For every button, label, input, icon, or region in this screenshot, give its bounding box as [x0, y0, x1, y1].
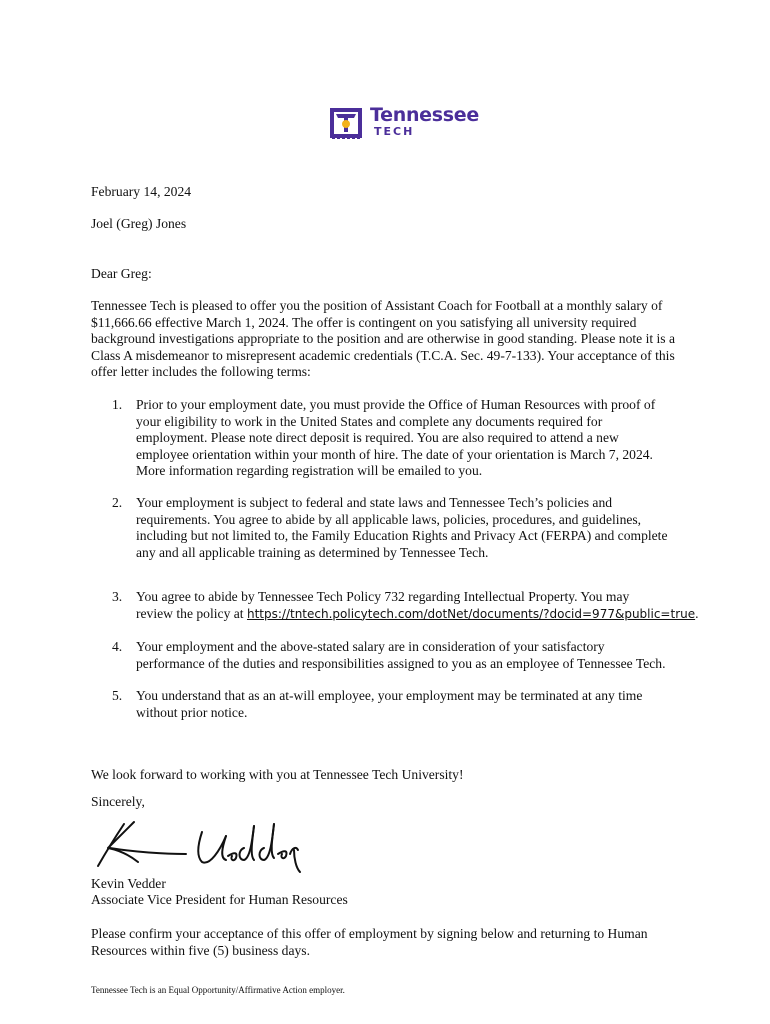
- term-line: performance of the duties and responsibilities assigned to you as an employee of Tennessee Tech.: [136, 655, 666, 671]
- term-line: employee orientation within your month of hire. The date of your orientation is March 7, 2024.: [136, 446, 653, 462]
- policy-732-link[interactable]: https://tntech.policytech.com/dotNet/documents/?docid=977&public=true: [246, 606, 696, 621]
- term-line: without prior notice.: [136, 704, 248, 720]
- tennessee-tech-logo: [328, 106, 478, 146]
- term-line: Prior to your employment date, you must provide the Office of Human Resources with proof of: [136, 397, 656, 412]
- term-number: 4.: [112, 639, 123, 654]
- logo-wordmark-tennessee: Tennessee: [370, 104, 479, 126]
- term-number: 5.: [112, 688, 123, 703]
- link-suffix: .: [695, 605, 699, 621]
- link-prefix: review the policy at: [136, 605, 247, 621]
- equal-opportunity-footer: Tennessee Tech is an Equal Opportunity/Affirmative Action employer.: [91, 985, 345, 995]
- logo-wordmark-tech: TECH: [374, 125, 415, 138]
- letter-date: February 14, 2024: [91, 184, 192, 199]
- term-line: More information regarding registration will be emailed to you.: [136, 463, 483, 479]
- term-line: including but not limited to, the Family Education Rights and Privacy Act (FERPA) and complete: [136, 528, 668, 544]
- term-line: employment. Please note direct deposit is required. You are also required to attend a new: [136, 430, 619, 446]
- intro-paragraph: [91, 298, 691, 381]
- intro-line: Tennessee Tech is pleased to offer you the position of Assistant Coach for Football at a monthly salary of: [91, 298, 663, 313]
- signer-name: Kevin Vedder: [91, 876, 166, 891]
- intro-line: Class A misdemeanor to misrepresent academic credentials (T.C.A. Sec. 49-7-133). Your acceptance of this: [91, 347, 675, 363]
- term-line: requirements. You agree to abide by all applicable laws, policies, procedures, and guidelines,: [136, 511, 642, 527]
- term-line: your eligibility to work in the United States and complete any documents required for: [136, 413, 603, 429]
- term-line: You understand that as an at-will employee, your employment may be terminated at any time: [136, 688, 643, 703]
- term-number: 1.: [112, 397, 123, 412]
- intro-line: offer letter includes the following terms:: [91, 364, 311, 380]
- intro-line: background investigations appropriate to the position and are otherwise in good standing. Please note it is a: [91, 331, 676, 347]
- term-line: Your employment and the above-stated salary are in consideration of your satisfactory: [136, 639, 605, 654]
- recipient-name: Joel (Greg) Jones: [91, 216, 187, 231]
- tennessee-tech-emblem-icon: [328, 106, 364, 142]
- term-line: You agree to abide by Tennessee Tech Policy 732 regarding Intellectual Property. You may: [136, 589, 630, 604]
- term-line: any and all applicable training as determined by Tennessee Tech.: [136, 544, 489, 560]
- term-number: 3.: [112, 589, 123, 604]
- intro-line: $11,666.66 effective March 1, 2024. The offer is contingent on you satisfying all university required: [91, 314, 637, 330]
- sign-off: Sincerely,: [91, 794, 145, 809]
- confirm-line: Resources within five (5) business days.: [91, 942, 310, 958]
- term-number: 2.: [112, 495, 123, 510]
- signer-title: Associate Vice President for Human Resources: [91, 892, 348, 907]
- confirmation-paragraph: [91, 926, 691, 959]
- term-line-with-link: [136, 606, 699, 623]
- salutation: Dear Greg:: [91, 266, 152, 281]
- handwritten-signature: [94, 818, 304, 874]
- confirm-line: Please confirm your acceptance of this offer of employment by signing below and returning to Human: [91, 926, 648, 941]
- closing-line: We look forward to working with you at Tennessee Tech University!: [91, 767, 464, 782]
- term-line: Your employment is subject to federal and state laws and Tennessee Tech’s policies and: [136, 495, 613, 510]
